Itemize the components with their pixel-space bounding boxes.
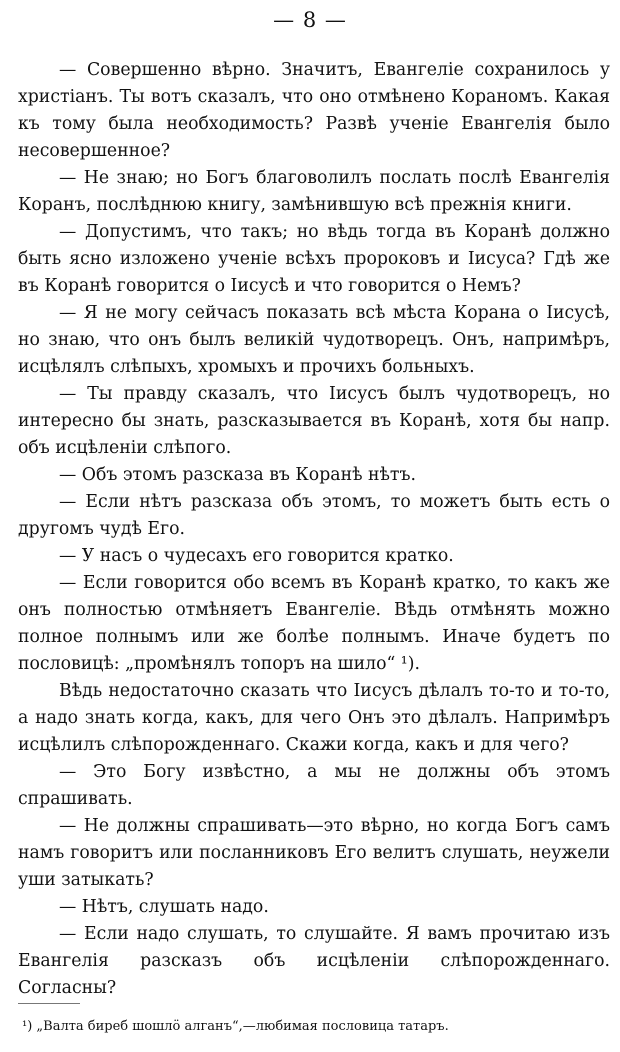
paragraph: — Допустимъ, что такъ; но вѣдь тогда въ Коранѣ должно быть ясно изложено ученіе всѣхъ пророковъ и Іисуса? Гдѣ же въ Коранѣ говорится о Іисусѣ и что говорится о Немъ? xyxy=(18,222,610,296)
footnote: ¹) „Валта биреб шошлӧ алганъ“,—любимая пословица татаръ. xyxy=(22,1019,449,1034)
paragraph: — Объ этомъ разсказа въ Коранѣ нѣтъ. xyxy=(59,465,416,485)
paragraph: — Если нѣтъ разсказа объ этомъ, то можетъ быть есть о другомъ чудѣ Его. xyxy=(18,492,610,539)
paragraph: — Не должны спрашивать—это вѣрно, но когда Богъ самъ намъ говоритъ или посланниковъ Его велитъ слушать, неужели уши затыкать? xyxy=(18,816,610,890)
paragraph: — Я не могу сейчасъ показать всѣ мѣста Корана о Іисусѣ, но знаю, что онъ былъ великій чудотворецъ. Онъ, напримѣръ, исцѣлялъ слѣпыхъ, хромыхъ и прочихъ больныхъ. xyxy=(18,303,610,377)
paragraph: — Не знаю; но Богъ благоволилъ послать послѣ Евангелія Коранъ, послѣднюю книгу, замѣнившую всѣ прежнія книги. xyxy=(18,168,610,215)
paragraph: — Если говорится обо всемъ въ Коранѣ кратко, то какъ же онъ полностью отмѣняетъ Евангеліе. Вѣдь отмѣнять можно полное полнымъ или же болѣе полнымъ. Иначе будетъ по пословицѣ: „промѣнялъ топоръ на шило“ ¹). xyxy=(18,573,610,674)
paragraph: — Нѣтъ, слушать надо. xyxy=(59,897,269,917)
body-text xyxy=(18,57,610,1002)
paragraph: — Если надо слушать, то слушайте. Я вамъ прочитаю изъ Евангелія разсказъ объ исцѣленіи слѣпорожденнаго. Согласны? xyxy=(18,924,610,998)
paragraph: — Совершенно вѣрно. Значитъ, Евангеліе сохранилось у христіанъ. Ты вотъ сказалъ, что оно отмѣнено Кораномъ. Какая къ тому была необходимость? Развѣ ученіе Евангелія было несовершенное? xyxy=(18,60,610,161)
paragraph: Вѣдь недостаточно сказать что Іисусъ дѣлалъ то-то и то-то, а надо знать когда, какъ, для чего Онъ это дѣлалъ. Напримѣръ исцѣлилъ слѣпорожденнаго. Скажи когда, какъ и для чего? xyxy=(18,681,610,755)
paragraph: — Это Богу извѣстно, а мы не должны объ этомъ спрашивать. xyxy=(18,762,610,809)
page-number: — 8 — xyxy=(273,8,347,32)
paragraph: — У насъ о чудесахъ его говорится кратко. xyxy=(59,546,454,566)
paragraph: — Ты правду сказалъ, что Іисусъ былъ чудотворецъ, но интересно бы знать, разсказывается въ Коранѣ, хотя бы напр. объ исцѣленіи слѣпого. xyxy=(18,384,610,458)
footnote-divider xyxy=(18,1003,80,1004)
